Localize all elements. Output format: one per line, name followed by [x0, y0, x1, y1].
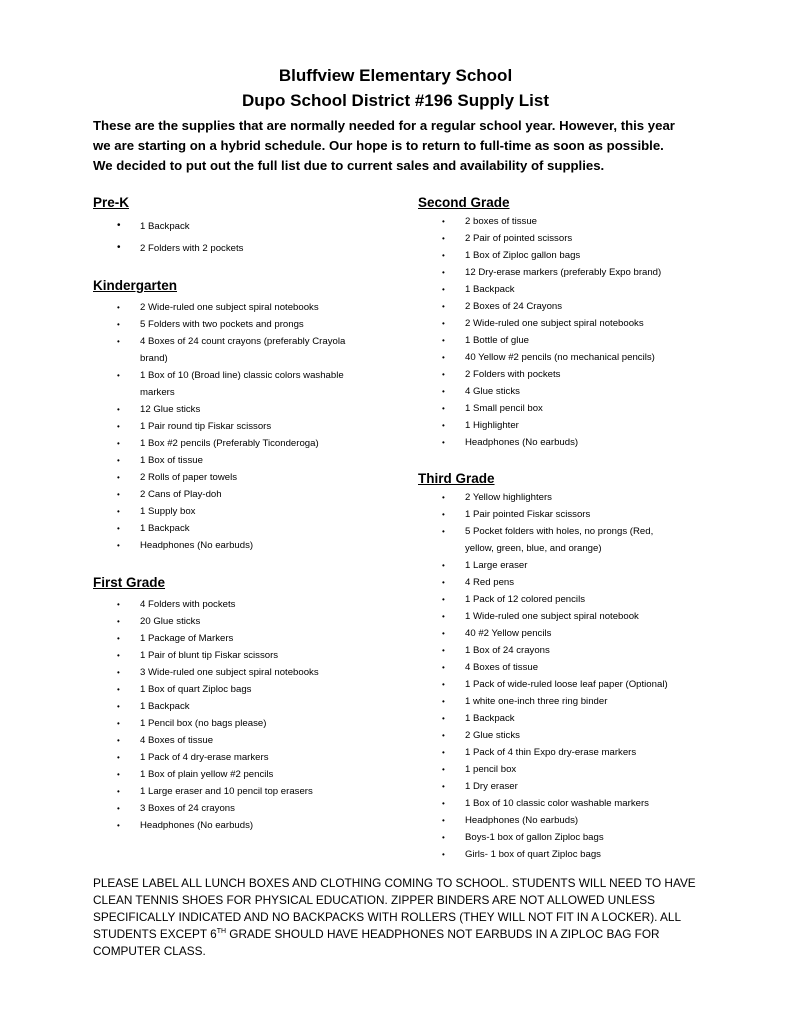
supply-item-text: 1 Box of 10 (Broad line) classic colors washable: [140, 370, 344, 381]
supply-item-text: 4 Folders with pockets: [140, 599, 236, 610]
bullet-icon: •: [117, 507, 120, 516]
supply-item-text: Girls- 1 box of quart Ziploc bags: [465, 849, 601, 860]
footer-line: CLEAN TENNIS SHOES FOR PHYSICAL EDUCATION. ZIPPER BINDERS ARE NOT ALLOWED UNLESS: [93, 893, 656, 907]
supply-item: [93, 698, 393, 715]
bullet-icon: •: [117, 337, 120, 346]
bullet-icon: •: [117, 456, 120, 465]
bullet-icon: •: [442, 748, 445, 757]
bullet-icon: •: [117, 600, 120, 609]
supply-item-text: 1 pencil box: [465, 764, 517, 775]
section-kindergarten: [93, 276, 393, 554]
bullet-icon: •: [117, 719, 120, 728]
bullet-icon: •: [442, 833, 445, 842]
supply-item: [418, 230, 748, 247]
supply-item-text: 5 Folders with two pockets and prongs: [140, 319, 304, 330]
supply-item: [418, 383, 748, 400]
bullet-icon: •: [442, 285, 445, 294]
bullet-icon: •: [442, 336, 445, 345]
supply-item: [93, 216, 393, 238]
supply-item-text: 1 Bottle of glue: [465, 335, 530, 346]
bullet-icon: •: [117, 804, 120, 813]
bullet-icon: •: [442, 493, 445, 502]
item-list-second-grade: [418, 213, 748, 451]
supply-item-text: 1 Pack of 4 thin Expo dry-erase markers: [465, 747, 637, 758]
supply-item: [93, 732, 393, 749]
supply-item: [93, 503, 393, 520]
supply-item-text: Headphones (No earbuds): [140, 540, 254, 551]
bullet-icon: •: [442, 234, 445, 243]
bullet-icon: •: [442, 714, 445, 723]
supply-item-text: 1 Backpack: [140, 701, 190, 712]
supply-item: [93, 520, 393, 537]
supply-item-text: 20 Glue sticks: [140, 616, 201, 627]
supply-item-text: 1 Backpack: [465, 284, 515, 295]
supply-item-text: 1 Box of 10 classic color washable markers: [465, 798, 649, 809]
supply-item: [93, 749, 393, 766]
supply-item-text: 1 Pair of blunt tip Fiskar scissors: [140, 650, 279, 661]
bullet-icon: •: [442, 387, 445, 396]
bullet-icon: •: [442, 697, 445, 706]
footer-line: PLEASE LABEL ALL LUNCH BOXES AND CLOTHING COMING TO SCHOOL. STUDENTS WILL NEED TO HAVE: [93, 876, 696, 890]
supply-item: [418, 778, 748, 795]
item-list-first-grade: [93, 596, 393, 834]
supply-item-text: 2 Glue sticks: [465, 730, 520, 741]
supply-item: [418, 591, 748, 608]
supply-item: [418, 829, 748, 846]
section-first-grade: [93, 573, 393, 834]
supply-item: [93, 613, 393, 630]
supply-item-text: yellow, green, blue, and orange): [465, 543, 602, 554]
bullet-icon: •: [442, 319, 445, 328]
supply-item: [93, 596, 393, 613]
supply-item-text: 1 Large eraser and 10 pencil top erasers: [140, 786, 313, 797]
supply-item: [93, 299, 393, 316]
left-column: [93, 193, 393, 834]
supply-item-text: 1 Backpack: [465, 713, 515, 724]
bullet-icon: •: [442, 646, 445, 655]
bullet-icon: •: [442, 816, 445, 825]
supply-item-text: 1 Wide-ruled one subject spiral notebook: [465, 611, 639, 622]
supply-item-text: 1 white one-inch three ring binder: [465, 696, 608, 707]
supply-item-text: 1 Large eraser: [465, 560, 528, 571]
supply-item-text: 1 Pair pointed Fiskar scissors: [465, 509, 591, 520]
supply-item-text: 4 Boxes of 24 count crayons (preferably Crayola: [140, 336, 346, 347]
bullet-icon: •: [117, 220, 121, 231]
bullet-icon: •: [117, 685, 120, 694]
supply-item-text: Boys-1 box of gallon Ziploc bags: [465, 832, 604, 843]
bullet-icon: •: [117, 821, 120, 830]
supply-item-text: Headphones (No earbuds): [140, 820, 254, 831]
supply-item: [418, 366, 748, 383]
supply-item: [93, 766, 393, 783]
supply-item: [418, 247, 748, 264]
item-list-kindergarten: [93, 299, 393, 554]
section-heading-second-grade: Second Grade: [418, 195, 510, 210]
supply-item-text: 4 Boxes of tissue: [465, 662, 539, 673]
bullet-icon: •: [442, 251, 445, 260]
bullet-icon: •: [442, 850, 445, 859]
supply-item-text: 12 Glue sticks: [140, 404, 201, 415]
supply-item-text: 2 boxes of tissue: [465, 216, 537, 227]
supply-item: [418, 676, 748, 693]
supply-item: [418, 574, 748, 591]
bullet-icon: •: [442, 370, 445, 379]
supply-item: [418, 264, 748, 281]
supply-item: [93, 435, 393, 452]
bullet-icon: •: [117, 422, 120, 431]
supply-item: [418, 642, 748, 659]
bullet-icon: •: [117, 439, 120, 448]
bullet-icon: •: [442, 578, 445, 587]
supply-item: [93, 800, 393, 817]
bullet-icon: •: [117, 787, 120, 796]
supply-item-text: 4 Glue sticks: [465, 386, 520, 397]
bullet-icon: •: [442, 595, 445, 604]
bullet-icon: •: [117, 541, 120, 550]
supply-item: [93, 238, 393, 260]
supply-item-text: 2 Boxes of 24 Crayons: [465, 301, 563, 312]
supply-item: [418, 795, 748, 812]
bullet-icon: •: [117, 320, 120, 329]
footer-line: SPECIFICALLY INDICATED AND NO BACKPACKS WITH ROLLERS (THEY WILL NOT FIT IN A LOCKER). ALL: [93, 910, 682, 924]
supply-item-text: 1 Pack of wide-ruled loose leaf paper (Optional): [465, 679, 668, 690]
supply-item: [418, 417, 748, 434]
supply-item-text: 3 Boxes of 24 crayons: [140, 803, 235, 814]
supply-item: [93, 418, 393, 435]
bullet-icon: •: [442, 612, 445, 621]
supply-list-title: Dupo School District #196 Supply List: [242, 91, 549, 110]
bullet-icon: •: [442, 404, 445, 413]
supply-item-text: 2 Folders with pockets: [465, 369, 561, 380]
right-column: [418, 193, 748, 863]
supply-item-text: 1 Box of Ziploc gallon bags: [465, 250, 581, 261]
bullet-icon: •: [442, 268, 445, 277]
supply-item-text: 40 Yellow #2 pencils (no mechanical pencils): [465, 352, 655, 363]
footer-line: [93, 926, 713, 943]
supply-item-text: 1 Box of quart Ziploc bags: [140, 684, 252, 695]
bullet-icon: •: [117, 702, 120, 711]
supply-item: [418, 434, 748, 451]
supply-item-text: 1 Pencil box (no bags please): [140, 718, 267, 729]
intro-line: We decided to put out the full list due to current sales and availability of supplies.: [93, 158, 605, 173]
supply-item: [93, 469, 393, 486]
supply-item-text: 5 Pocket folders with holes, no prongs (Red,: [465, 526, 654, 537]
supply-item-text: 1 Pack of 4 dry-erase markers: [140, 752, 269, 763]
section-third-grade: [418, 469, 748, 863]
footer-text: STUDENTS EXCEPT 6: [93, 927, 217, 941]
supply-item: [418, 213, 748, 230]
supply-item: [418, 557, 748, 574]
supply-item-text: 1 Box of tissue: [140, 455, 203, 466]
supply-item: [418, 761, 748, 778]
supply-item-text: 2 Wide-ruled one subject spiral notebooks: [140, 302, 319, 313]
supply-item: [418, 489, 748, 506]
supply-item-text: 40 #2 Yellow pencils: [465, 628, 552, 639]
bullet-icon: •: [442, 731, 445, 740]
supply-item: [418, 710, 748, 727]
bullet-icon: •: [117, 490, 120, 499]
supply-item-text: brand): [140, 353, 168, 364]
supply-item: [93, 486, 393, 503]
supply-item-text: 1 Box of plain yellow #2 pencils: [140, 769, 274, 780]
bullet-icon: •: [442, 510, 445, 519]
bullet-icon: •: [117, 770, 120, 779]
bullet-icon: •: [117, 473, 120, 482]
bullet-icon: •: [117, 242, 121, 253]
supply-item: [418, 349, 748, 366]
bullet-icon: •: [442, 782, 445, 791]
footer-notice: [93, 875, 713, 960]
supply-item: [93, 715, 393, 732]
supply-item-text: 3 Wide-ruled one subject spiral notebooks: [140, 667, 319, 678]
bullet-icon: •: [442, 629, 445, 638]
supply-item: [93, 681, 393, 698]
footer-superscript: TH: [216, 928, 227, 936]
supply-item-text: 1 Pack of 12 colored pencils: [465, 594, 585, 605]
supply-item-text: 12 Dry-erase markers (preferably Expo brand): [465, 267, 662, 278]
school-name-title: Bluffview Elementary School: [278, 66, 513, 85]
supply-item-text: 2 Cans of Play-doh: [140, 489, 222, 500]
supply-item: [93, 367, 393, 401]
supply-item: [93, 333, 393, 367]
bullet-icon: •: [117, 617, 120, 626]
bullet-icon: •: [442, 353, 445, 362]
section-second-grade: [418, 193, 748, 451]
supply-item: [418, 281, 748, 298]
section-heading-kindergarten: Kindergarten: [93, 278, 178, 293]
intro-paragraph: [93, 116, 733, 176]
supply-item-text: Headphones (No earbuds): [465, 437, 579, 448]
supply-item-text: 1 Supply box: [140, 506, 196, 517]
section-heading-third-grade: Third Grade: [418, 471, 495, 486]
supply-item: [418, 608, 748, 625]
supply-item-text: 1 Box of 24 crayons: [465, 645, 550, 656]
supply-item: [93, 647, 393, 664]
supply-item-text: markers: [140, 387, 175, 398]
supply-item: [418, 400, 748, 417]
footer-line: COMPUTER CLASS.: [93, 944, 206, 958]
section-prek: [93, 193, 393, 260]
bullet-icon: •: [442, 527, 445, 536]
bullet-icon: •: [117, 405, 120, 414]
supply-item: [93, 664, 393, 681]
supply-item: [418, 523, 748, 557]
supply-item: [418, 846, 748, 863]
supply-item-text: 2 Wide-ruled one subject spiral notebooks: [465, 318, 644, 329]
supply-item-text: 1 Package of Markers: [140, 633, 234, 644]
section-heading-first-grade: First Grade: [93, 575, 166, 590]
bullet-icon: •: [442, 765, 445, 774]
supply-item-text: 1 Small pencil box: [465, 403, 543, 414]
supply-item: [93, 783, 393, 800]
supply-item-text: 2 Yellow highlighters: [465, 492, 552, 503]
bullet-icon: •: [117, 634, 120, 643]
supply-item-text: 1 Highlighter: [465, 420, 519, 431]
bullet-icon: •: [442, 302, 445, 311]
supply-item: [418, 744, 748, 761]
bullet-icon: •: [117, 753, 120, 762]
bullet-icon: •: [442, 438, 445, 447]
intro-line: These are the supplies that are normally needed for a regular school year. However, this year: [93, 118, 675, 133]
item-list-prek: [93, 216, 393, 260]
section-heading-prek: Pre-K: [93, 195, 130, 210]
supply-item: [93, 452, 393, 469]
intro-line: we are starting on a hybrid schedule. Our hope is to return to full-time as soon as possible.: [93, 138, 664, 153]
supply-item: [93, 537, 393, 554]
supply-item-text: 1 Pair round tip Fiskar scissors: [140, 421, 272, 432]
bullet-icon: •: [117, 736, 120, 745]
supply-item-text: 1 Backpack: [140, 523, 190, 534]
bullet-icon: •: [117, 371, 120, 380]
supply-item: [93, 316, 393, 333]
supply-item: [418, 812, 748, 829]
supply-item-text: 1 Box #2 pencils (Preferably Ticonderoga): [140, 438, 319, 449]
bullet-icon: •: [442, 217, 445, 226]
bullet-icon: •: [117, 524, 120, 533]
bullet-icon: •: [117, 303, 120, 312]
bullet-icon: •: [117, 651, 120, 660]
bullet-icon: •: [442, 421, 445, 430]
supply-item: [418, 659, 748, 676]
supply-item-text: 1 Backpack: [140, 221, 190, 232]
supply-item-text: 2 Folders with 2 pockets: [140, 243, 244, 254]
supply-item: [93, 630, 393, 647]
supply-item: [418, 625, 748, 642]
supply-item: [418, 298, 748, 315]
supply-item-text: 1 Dry eraser: [465, 781, 518, 792]
bullet-icon: •: [442, 799, 445, 808]
supply-item: [418, 506, 748, 523]
bullet-icon: •: [117, 668, 120, 677]
bullet-icon: •: [442, 680, 445, 689]
footer-text: GRADE SHOULD HAVE HEADPHONES NOT EARBUDS IN A ZIPLOC BAG FOR: [226, 927, 660, 941]
supply-item-text: 4 Red pens: [465, 577, 515, 588]
supply-item: [418, 727, 748, 744]
supply-item-text: 2 Rolls of paper towels: [140, 472, 238, 483]
supply-item: [418, 693, 748, 710]
supply-item: [93, 817, 393, 834]
supply-item: [93, 401, 393, 418]
item-list-third-grade: [418, 489, 748, 863]
supply-item: [418, 332, 748, 349]
bullet-icon: •: [442, 663, 445, 672]
supply-item-text: Headphones (No earbuds): [465, 815, 579, 826]
bullet-icon: •: [442, 561, 445, 570]
supply-item-text: 2 Pair of pointed scissors: [465, 233, 573, 244]
supply-item: [418, 315, 748, 332]
supply-item-text: 4 Boxes of tissue: [140, 735, 214, 746]
